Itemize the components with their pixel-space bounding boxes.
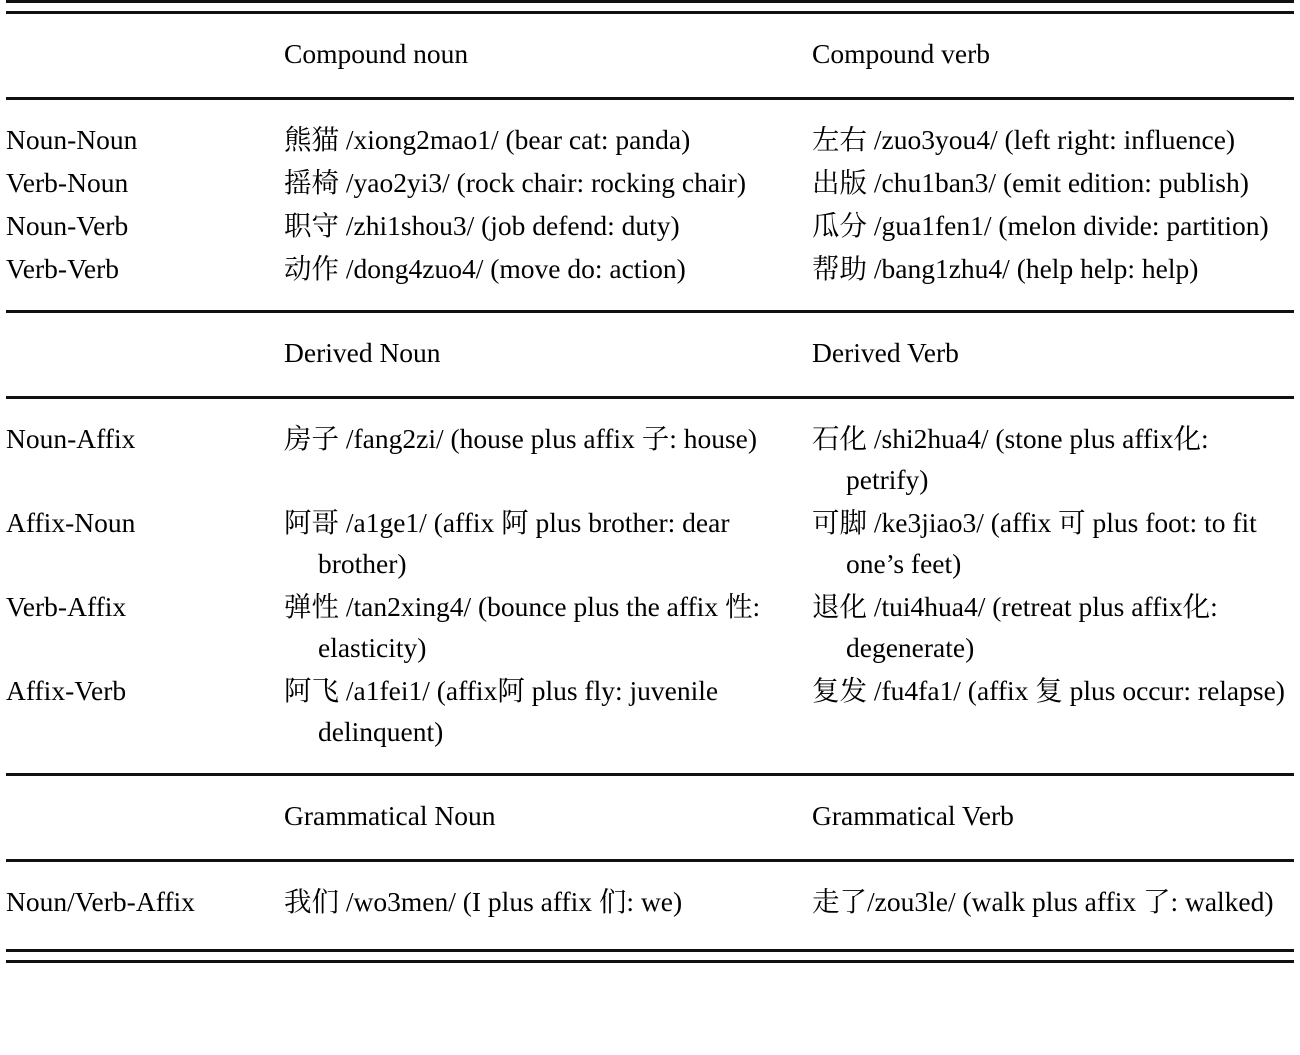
row-label: Verb-Affix — [6, 591, 127, 622]
row-label: Noun-Verb — [6, 210, 129, 241]
column-header-derived-verb: Derived Verb — [812, 337, 959, 368]
spacer — [0, 399, 1300, 417]
row-label: Affix-Noun — [6, 507, 136, 538]
cell-derived-verb: 复发 /fu4fa1/ (affix 复 plus occur: relapse) — [812, 675, 1285, 706]
column-header-grammatical-verb: Grammatical Verb — [812, 800, 1014, 831]
table-row — [0, 585, 1300, 669]
row-label: Verb-Noun — [6, 167, 129, 198]
table-row — [0, 204, 1300, 247]
spacer — [0, 14, 1300, 32]
section-header-compound — [0, 32, 1300, 75]
row-label: Noun-Noun — [6, 124, 138, 155]
table-row — [0, 669, 1300, 753]
cell-derived-noun: 阿哥 /a1ge1/ (affix 阿 plus brother: dear brother) — [284, 507, 730, 579]
section-header-derived — [0, 331, 1300, 374]
column-header-compound-noun: Compound noun — [284, 38, 469, 69]
cell-grammatical-verb: 走了/zou3le/ (walk plus affix 了: walked) — [812, 886, 1274, 917]
spacer — [0, 290, 1300, 310]
row-label: Verb-Verb — [6, 253, 120, 284]
cell-compound-verb: 左右 /zuo3you4/ (left right: influence) — [812, 124, 1236, 155]
spacer — [0, 313, 1300, 331]
row-label: Affix-Verb — [6, 675, 127, 706]
spacer — [0, 862, 1300, 880]
row-label: Noun-Affix — [6, 423, 136, 454]
bottom-double-rule-row — [0, 949, 1300, 963]
spacer — [0, 776, 1300, 794]
spacer — [0, 100, 1300, 118]
cell-derived-noun: 弹性 /tan2xing4/ (bounce plus the affix 性: elasticity) — [284, 591, 761, 663]
cell-grammatical-noun: 我们 /wo3men/ (I plus affix 们: we) — [284, 886, 683, 917]
cell-compound-noun: 职守 /zhi1shou3/ (job defend: duty) — [284, 210, 680, 241]
cell-compound-verb: 出版 /chu1ban3/ (emit edition: publish) — [812, 167, 1249, 198]
spacer — [0, 374, 1300, 396]
cell-derived-verb: 退化 /tui4hua4/ (retreat plus affix化: degenerate) — [812, 591, 1218, 663]
cell-compound-verb: 帮助 /bang1zhu4/ (help help: help) — [812, 253, 1199, 284]
spacer — [0, 753, 1300, 773]
header-blank-cell — [0, 794, 284, 837]
table-row — [0, 118, 1300, 161]
spacer — [0, 75, 1300, 97]
table-row — [0, 417, 1300, 501]
column-header-compound-verb: Compound verb — [812, 38, 990, 69]
cell-compound-noun: 摇椅 /yao2yi3/ (rock chair: rocking chair) — [284, 167, 746, 198]
header-blank-cell — [0, 331, 284, 374]
header-blank-cell — [0, 32, 284, 75]
table-row — [0, 161, 1300, 204]
top-double-rule — [6, 0, 1294, 14]
column-header-derived-noun: Derived Noun — [284, 337, 441, 368]
top-double-rule-row — [0, 0, 1300, 14]
cell-derived-noun: 房子 /fang2zi/ (house plus affix 子: house) — [284, 423, 758, 454]
table-row — [0, 501, 1300, 585]
cell-derived-verb: 可脚 /ke3jiao3/ (affix 可 plus foot: to fit one’s feet) — [812, 507, 1257, 579]
bottom-double-rule — [6, 949, 1294, 963]
spacer — [0, 837, 1300, 859]
table-row — [0, 880, 1300, 923]
row-label: Noun/Verb-Affix — [6, 886, 195, 917]
column-header-grammatical-noun: Grammatical Noun — [284, 800, 496, 831]
cell-derived-noun: 阿飞 /a1fei1/ (affix阿 plus fly: juvenile delinquent) — [284, 675, 719, 747]
cell-compound-noun: 熊猫 /xiong2mao1/ (bear cat: panda) — [284, 124, 691, 155]
spacer — [0, 923, 1300, 949]
section-header-grammatical — [0, 794, 1300, 837]
table-row — [0, 247, 1300, 290]
cell-compound-noun: 动作 /dong4zuo4/ (move do: action) — [284, 253, 686, 284]
cell-derived-verb: 石化 /shi2hua4/ (stone plus affix化: petrify) — [812, 423, 1209, 495]
cell-compound-verb: 瓜分 /gua1fen1/ (melon divide: partition) — [812, 210, 1269, 241]
